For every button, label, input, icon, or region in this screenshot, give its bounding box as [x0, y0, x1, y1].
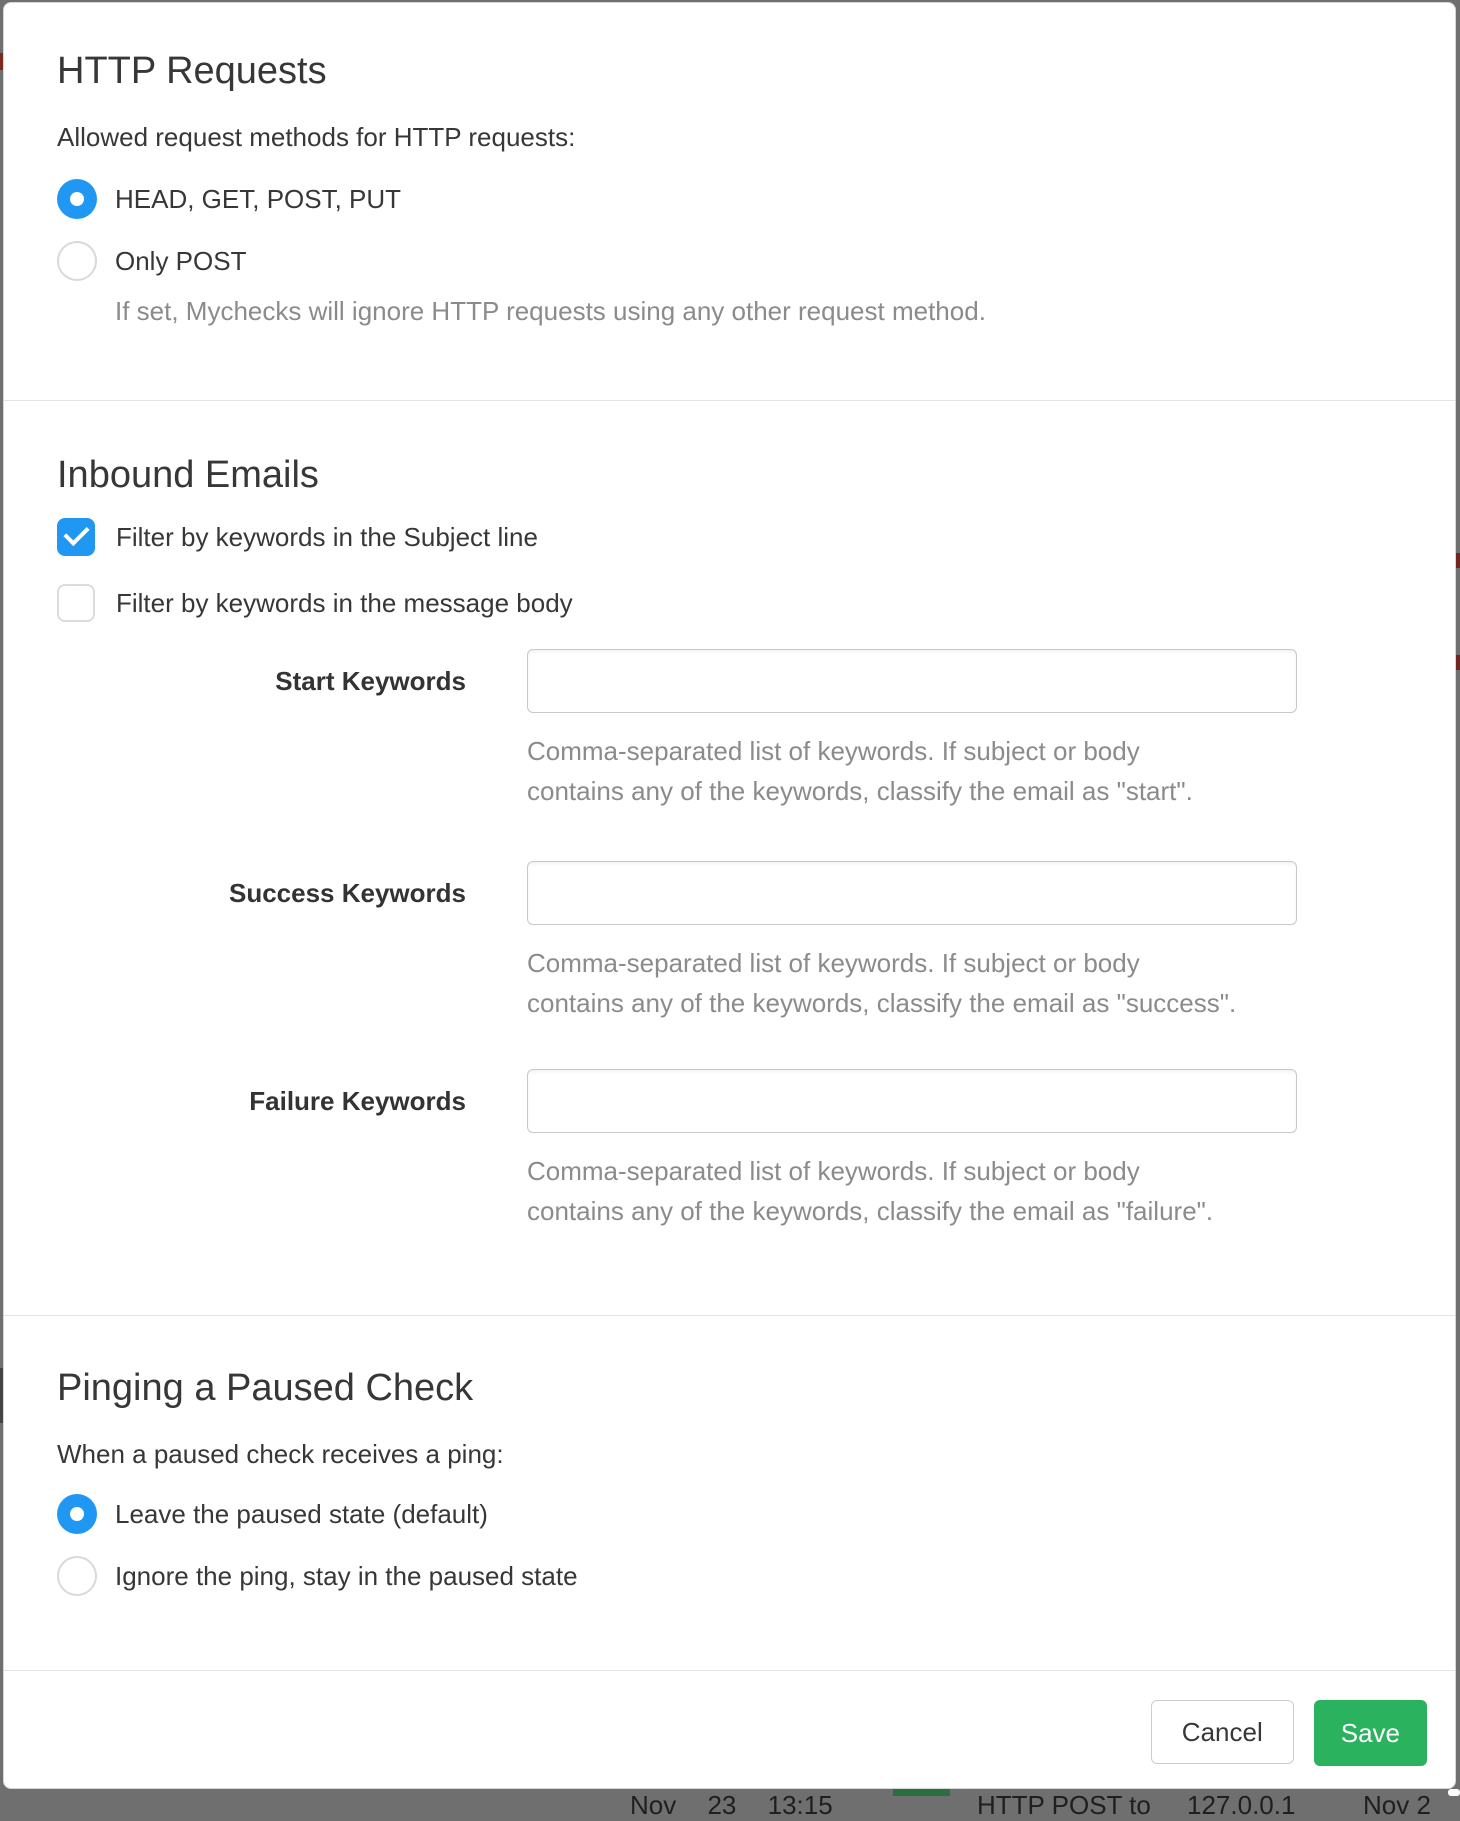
start-keywords-help-line2: contains any of the keywords, classify the email as "start". — [527, 776, 1193, 806]
success-keywords-label: Success Keywords — [228, 878, 466, 908]
section-title-http-requests: HTTP Requests — [57, 50, 327, 92]
radio-dot-icon — [70, 1507, 84, 1521]
checkbox-unchecked-icon[interactable] — [57, 584, 95, 622]
start-keywords-help-line1: Comma-separated list of keywords. If subject or body — [527, 736, 1140, 766]
checkmark-icon — [63, 520, 89, 546]
success-keywords-help-line2: contains any of the keywords, classify the email as "success". — [527, 988, 1237, 1018]
radio-label-only-post[interactable]: Only POST — [115, 246, 247, 276]
background-edge-mark — [1456, 655, 1460, 670]
background-ip-fragment: 127.0.0.1 — [1187, 1790, 1296, 1820]
background-edge-mark — [0, 53, 3, 70]
background-page-strip — [0, 1789, 1460, 1820]
failure-keywords-help-line1: Comma-separated list of keywords. If subject or body — [527, 1156, 1140, 1186]
radio-unselected-icon[interactable] — [57, 1556, 97, 1596]
checkbox-label-subject-line[interactable]: Filter by keywords in the Subject line — [116, 522, 538, 552]
dialog-footer — [4, 1670, 1455, 1789]
success-keywords-help — [527, 943, 1327, 1023]
checkbox-label-message-body[interactable]: Filter by keywords in the message body — [116, 588, 573, 618]
radio-selected-icon[interactable] — [57, 1494, 97, 1534]
radio-label-ignore-ping[interactable]: Ignore the ping, stay in the paused state — [115, 1561, 578, 1591]
background-timestamp-fragment: Nov 23 13:15 — [630, 1790, 833, 1820]
cancel-button[interactable]: Cancel — [1151, 1700, 1294, 1764]
pinging-paused-subtitle: When a paused check receives a ping: — [57, 1439, 504, 1469]
radio-selected-icon[interactable] — [57, 179, 97, 219]
section-inbound-emails — [4, 400, 1455, 1315]
failure-keywords-input[interactable] — [527, 1069, 1297, 1133]
start-keywords-input[interactable] — [527, 649, 1297, 713]
failure-keywords-help — [527, 1151, 1327, 1231]
radio-row-leave-paused-state[interactable] — [57, 1494, 1402, 1534]
success-keywords-input[interactable] — [527, 861, 1297, 925]
only-post-help-text: If set, Mychecks will ignore HTTP requests using any other request method. — [115, 296, 986, 326]
background-method-fragment: HTTP POST to — [977, 1790, 1151, 1820]
radio-label-leave-paused-state[interactable]: Leave the paused state (default) — [115, 1499, 488, 1529]
section-http-requests — [4, 3, 1455, 400]
radio-dot-icon — [70, 192, 84, 206]
section-title-inbound-emails: Inbound Emails — [57, 454, 319, 496]
radio-row-head-get-post-put[interactable] — [57, 179, 1402, 219]
radio-row-ignore-ping[interactable] — [57, 1556, 1402, 1596]
background-scrollbar-fragment — [1448, 1789, 1460, 1796]
form-row-success-keywords — [57, 861, 1402, 925]
radio-unselected-icon[interactable] — [57, 241, 97, 281]
failure-keywords-help-line2: contains any of the keywords, classify the email as "failure". — [527, 1196, 1214, 1226]
checkbox-checked-icon[interactable] — [57, 518, 95, 556]
checkbox-row-message-body[interactable] — [57, 583, 1402, 623]
http-requests-subtitle: Allowed request methods for HTTP requests: — [57, 122, 576, 152]
section-title-pinging-paused-check: Pinging a Paused Check — [57, 1367, 474, 1409]
checkbox-row-subject-line[interactable] — [57, 517, 1402, 557]
form-row-failure-keywords — [57, 1069, 1402, 1133]
failure-keywords-label: Failure Keywords — [249, 1086, 466, 1116]
background-date-fragment: Nov 2 — [1363, 1790, 1431, 1820]
radio-row-only-post[interactable] — [57, 241, 1402, 281]
section-pinging-paused-check — [4, 1315, 1455, 1670]
save-button[interactable]: Save — [1314, 1700, 1427, 1766]
background-edge-mark — [1456, 553, 1460, 568]
background-status-badge — [893, 1789, 950, 1796]
form-row-start-keywords — [57, 649, 1402, 713]
settings-dialog — [3, 2, 1456, 1789]
start-keywords-label: Start Keywords — [275, 666, 466, 696]
background-edge-mark — [0, 1368, 3, 1423]
success-keywords-help-line1: Comma-separated list of keywords. If subject or body — [527, 948, 1140, 978]
start-keywords-help — [527, 731, 1327, 811]
radio-label-head-get-post-put[interactable]: HEAD, GET, POST, PUT — [115, 184, 402, 214]
